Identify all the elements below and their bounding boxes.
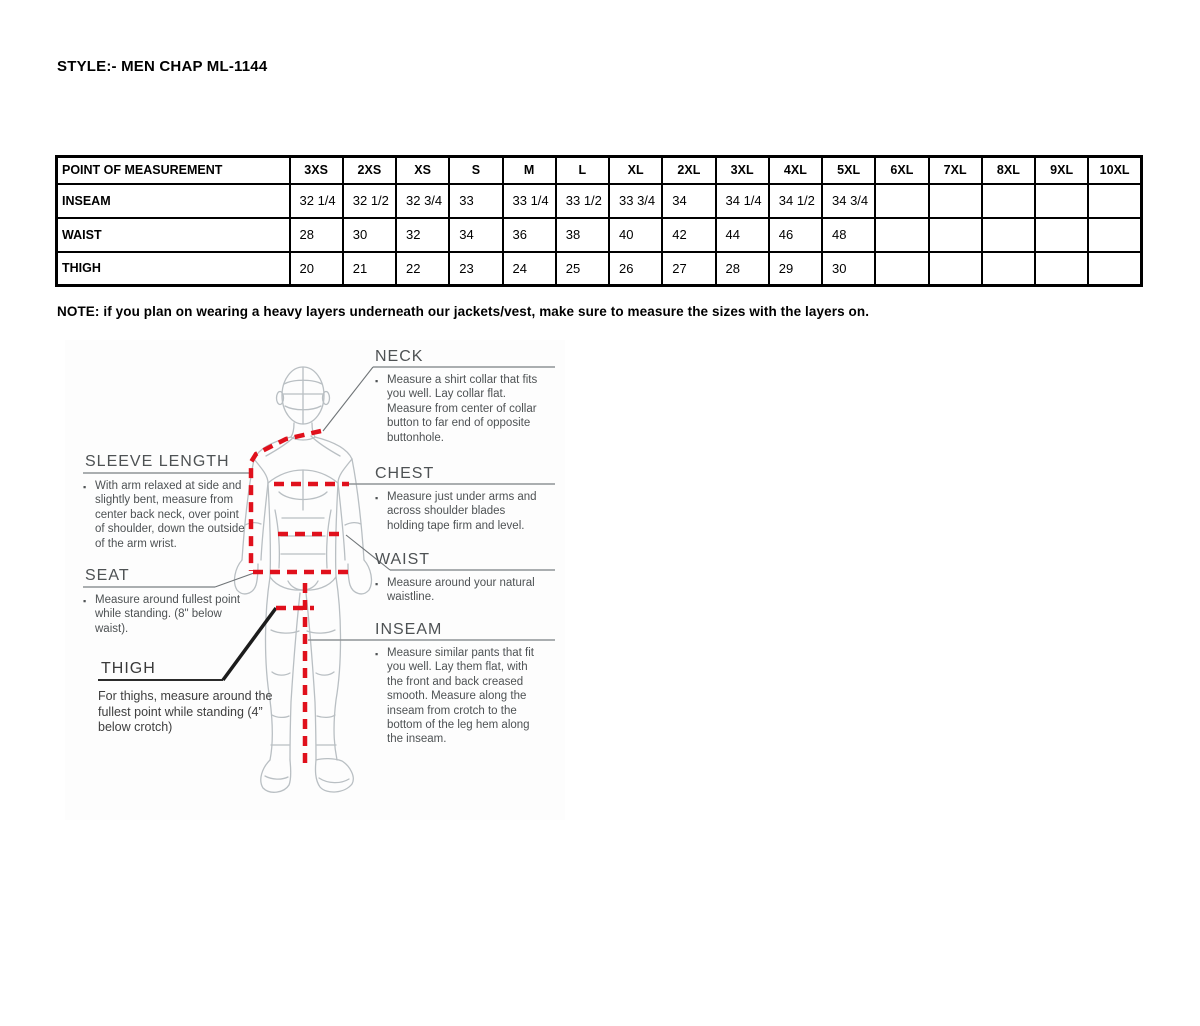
size-value-cell: 21	[343, 252, 396, 286]
sleeve-length-label: SLEEVE LENGTH	[85, 453, 230, 470]
sleeve-length-description: ▪ With arm relaxed at side and slightly bent, measure from center back neck, over point of shoulder, down the outside of the arm wrist.	[83, 479, 250, 551]
size-value-cell: 25	[556, 252, 609, 286]
size-value-cell: 29	[769, 252, 822, 286]
size-value-cell: 30	[822, 252, 875, 286]
chest-label: CHEST	[375, 465, 435, 482]
size-value-cell: 34 1/4	[716, 184, 769, 218]
bullet-square-icon	[375, 646, 387, 747]
size-value-cell	[1088, 218, 1141, 252]
bullet-square-icon	[375, 490, 387, 533]
row-label: INSEAM	[57, 184, 290, 218]
col-header-size: M	[503, 157, 556, 184]
size-value-cell	[1035, 218, 1088, 252]
size-value-cell: 48	[822, 218, 875, 252]
neck-label: NECK	[375, 348, 424, 365]
size-value-cell: 33 3/4	[609, 184, 662, 218]
size-value-cell	[875, 184, 928, 218]
size-value-cell	[982, 252, 1035, 286]
note-text: NOTE: if you plan on wearing a heavy layers underneath our jackets/vest, make sure to measure the sizes with the layers on.	[57, 304, 870, 319]
size-value-cell: 24	[503, 252, 556, 286]
size-value-cell	[1035, 252, 1088, 286]
size-value-cell	[1088, 252, 1141, 286]
size-value-cell: 38	[556, 218, 609, 252]
col-header-size: 10XL	[1088, 157, 1141, 184]
size-value-cell: 28	[716, 252, 769, 286]
bullet-square-icon	[83, 479, 95, 551]
waist-description: ▪ Measure around your natural waistline.	[375, 576, 542, 605]
waist-label: WAIST	[375, 551, 431, 568]
size-value-cell: 32	[396, 218, 449, 252]
col-header-size: 7XL	[929, 157, 982, 184]
col-header-size: 9XL	[1035, 157, 1088, 184]
inseam-label: INSEAM	[375, 621, 443, 638]
size-value-cell: 42	[662, 218, 715, 252]
neck-connector-line	[323, 367, 373, 431]
col-header-point-of-measurement: POINT OF MEASUREMENT	[57, 157, 290, 184]
table-header-row	[57, 157, 1142, 184]
chest-description: ▪ Measure just under arms and across shoulder blades holding tape firm and level.	[375, 490, 542, 533]
size-value-cell: 28	[290, 218, 343, 252]
size-value-cell	[1088, 184, 1141, 218]
size-value-cell: 36	[503, 218, 556, 252]
size-value-cell: 34	[449, 218, 502, 252]
size-value-cell: 33 1/2	[556, 184, 609, 218]
col-header-size: 3XS	[290, 157, 343, 184]
measurement-diagram	[65, 340, 565, 820]
col-header-size: 8XL	[982, 157, 1035, 184]
size-value-cell: 32 3/4	[396, 184, 449, 218]
size-chart-table	[55, 155, 1143, 287]
thigh-description: For thighs, measure around the fullest point while standing (4” below crotch)	[98, 689, 273, 735]
size-value-cell: 30	[343, 218, 396, 252]
col-header-size: L	[556, 157, 609, 184]
inseam-description: ▪ Measure similar pants that fit you well. Lay them flat, with the front and back creased smooth. Measure along the inseam from crotch to the bottom of the leg hem along the inseam.	[375, 646, 542, 747]
size-value-cell: 34 1/2	[769, 184, 822, 218]
size-value-cell: 23	[449, 252, 502, 286]
size-value-cell: 40	[609, 218, 662, 252]
col-header-size: XS	[396, 157, 449, 184]
size-value-cell: 32 1/2	[343, 184, 396, 218]
col-header-size: 5XL	[822, 157, 875, 184]
size-value-cell	[929, 184, 982, 218]
bullet-square-icon	[375, 373, 387, 445]
size-value-cell	[929, 252, 982, 286]
table-row	[57, 218, 1142, 252]
size-value-cell	[929, 218, 982, 252]
table-row	[57, 252, 1142, 286]
col-header-size: 6XL	[875, 157, 928, 184]
size-value-cell: 33	[449, 184, 502, 218]
size-value-cell	[982, 184, 1035, 218]
row-label: THIGH	[57, 252, 290, 286]
size-value-cell: 32 1/4	[290, 184, 343, 218]
col-header-size: 3XL	[716, 157, 769, 184]
size-value-cell	[875, 218, 928, 252]
col-header-size: 4XL	[769, 157, 822, 184]
col-header-size: 2XL	[662, 157, 715, 184]
bullet-square-icon	[83, 593, 95, 636]
col-header-size: 2XS	[343, 157, 396, 184]
neck-description: ▪ Measure a shirt collar that fits you well. Lay collar flat. Measure from center of collar button to far end of opposite buttonhole.	[375, 373, 542, 445]
col-header-size: S	[449, 157, 502, 184]
size-value-cell: 34	[662, 184, 715, 218]
size-value-cell	[875, 252, 928, 286]
size-value-cell: 46	[769, 218, 822, 252]
size-value-cell: 44	[716, 218, 769, 252]
page-title: STYLE:- MEN CHAP ML-1144	[57, 58, 268, 75]
thigh-label: THIGH	[101, 660, 156, 677]
size-value-cell: 22	[396, 252, 449, 286]
size-value-cell	[1035, 184, 1088, 218]
col-header-size: XL	[609, 157, 662, 184]
seat-description: ▪ Measure around fullest point while standing. (8" below waist).	[83, 593, 250, 636]
size-value-cell: 26	[609, 252, 662, 286]
row-label: WAIST	[57, 218, 290, 252]
bullet-square-icon	[375, 576, 387, 605]
size-value-cell	[982, 218, 1035, 252]
seat-label: SEAT	[85, 567, 130, 584]
size-value-cell: 20	[290, 252, 343, 286]
size-value-cell: 33 1/4	[503, 184, 556, 218]
size-value-cell: 34 3/4	[822, 184, 875, 218]
size-value-cell: 27	[662, 252, 715, 286]
table-row	[57, 184, 1142, 218]
